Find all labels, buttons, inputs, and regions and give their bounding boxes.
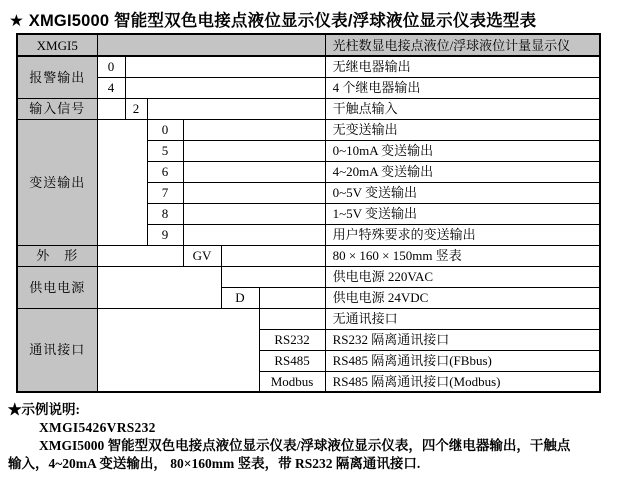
example-text-line2: 输入，4~20mA 变送输出， 80×160mm 竖表，带 RS232 隔离通讯接口.: [8, 456, 421, 471]
option-desc: 供电电源 24VDC: [325, 287, 600, 308]
option-code: 5: [147, 140, 183, 161]
option-code: 9: [147, 224, 183, 245]
spacer-cell: [125, 77, 325, 98]
spacer-cell: [259, 287, 325, 308]
option-code: 0: [97, 56, 125, 77]
model-selection-table: [16, 33, 601, 393]
table-row: [17, 308, 600, 329]
table-row: [17, 119, 600, 140]
option-desc: 供电电源 220VAC: [325, 266, 600, 287]
option-code: Modbus: [259, 371, 325, 392]
option-desc: RS485 隔离通讯接口(FBbus): [325, 350, 600, 371]
spacer-cell: [125, 56, 325, 77]
option-code: 0: [147, 119, 183, 140]
option-code: [221, 266, 325, 287]
option-code: RS485: [259, 350, 325, 371]
spacer-cell: [183, 119, 325, 140]
option-desc: RS485 隔离通讯接口(Modbus): [325, 371, 600, 392]
option-code: [259, 308, 325, 329]
spacer-cell: [97, 119, 147, 245]
option-code: 2: [125, 98, 147, 119]
spacer-cell: [97, 98, 125, 119]
model-prefix-cell: XMGI5: [17, 34, 97, 56]
example-text-line1: XMGI5000 智能型双色电接点液位显示仪表/浮球液位显示仪表，四个继电器输出，干触点: [39, 438, 571, 453]
option-code: RS232: [259, 329, 325, 350]
option-code: D: [221, 287, 259, 308]
spacer-cell: [183, 203, 325, 224]
spacer-cell: [97, 308, 259, 392]
option-code: 6: [147, 161, 183, 182]
example-section: [8, 401, 624, 473]
spacer-cell: [183, 161, 325, 182]
option-code: 8: [147, 203, 183, 224]
option-desc: 4 个继电器输出: [325, 77, 600, 98]
spacer-cell: [183, 140, 325, 161]
option-desc: 80 × 160 × 150mm 竖表: [325, 245, 600, 266]
spacer-cell: [97, 266, 221, 308]
table-row: [17, 56, 600, 77]
option-desc: RS232 隔离通讯接口: [325, 329, 600, 350]
option-desc: 4~20mA 变送输出: [325, 161, 600, 182]
group-label-input-signal: 输入信号: [17, 98, 97, 119]
option-code: 4: [97, 77, 125, 98]
group-label-comm-interface: 通讯接口: [17, 308, 97, 392]
group-label-shape: 外 形: [17, 245, 97, 266]
header-description-cell: 光柱数显电接点液位/浮球液位计量显示仪: [325, 34, 600, 56]
option-desc: 无通讯接口: [325, 308, 600, 329]
option-desc: 干触点输入: [325, 98, 600, 119]
spacer-cell: [183, 224, 325, 245]
option-desc: 用户特殊要求的变送输出: [325, 224, 600, 245]
header-spacer-cell: [97, 34, 325, 56]
table-row: [17, 266, 600, 287]
table-row: [17, 245, 600, 266]
table-row: [17, 34, 600, 56]
option-desc: 0~5V 变送输出: [325, 182, 600, 203]
spacer-cell: [97, 245, 183, 266]
option-code: GV: [183, 245, 221, 266]
example-heading: ★示例说明:: [8, 402, 80, 417]
option-desc: 0~10mA 变送输出: [325, 140, 600, 161]
page-title: ★ XMGI5000 智能型双色电接点液位显示仪表/浮球液位显示仪表选型表: [9, 12, 537, 30]
option-code: 7: [147, 182, 183, 203]
option-desc: 1~5V 变送输出: [325, 203, 600, 224]
group-label-power-supply: 供电电源: [17, 266, 97, 308]
group-label-transmit-output: 变送输出: [17, 119, 97, 245]
spacer-cell: [221, 245, 325, 266]
spacer-cell: [183, 182, 325, 203]
group-label-alarm-output: 报警输出: [17, 56, 97, 98]
table-row: [17, 98, 600, 119]
spacer-cell: [147, 98, 325, 119]
table-row: [17, 77, 600, 98]
example-model: XMGI5426VRS232: [39, 420, 156, 435]
option-desc: 无变送输出: [325, 119, 600, 140]
option-desc: 无继电器输出: [325, 56, 600, 77]
